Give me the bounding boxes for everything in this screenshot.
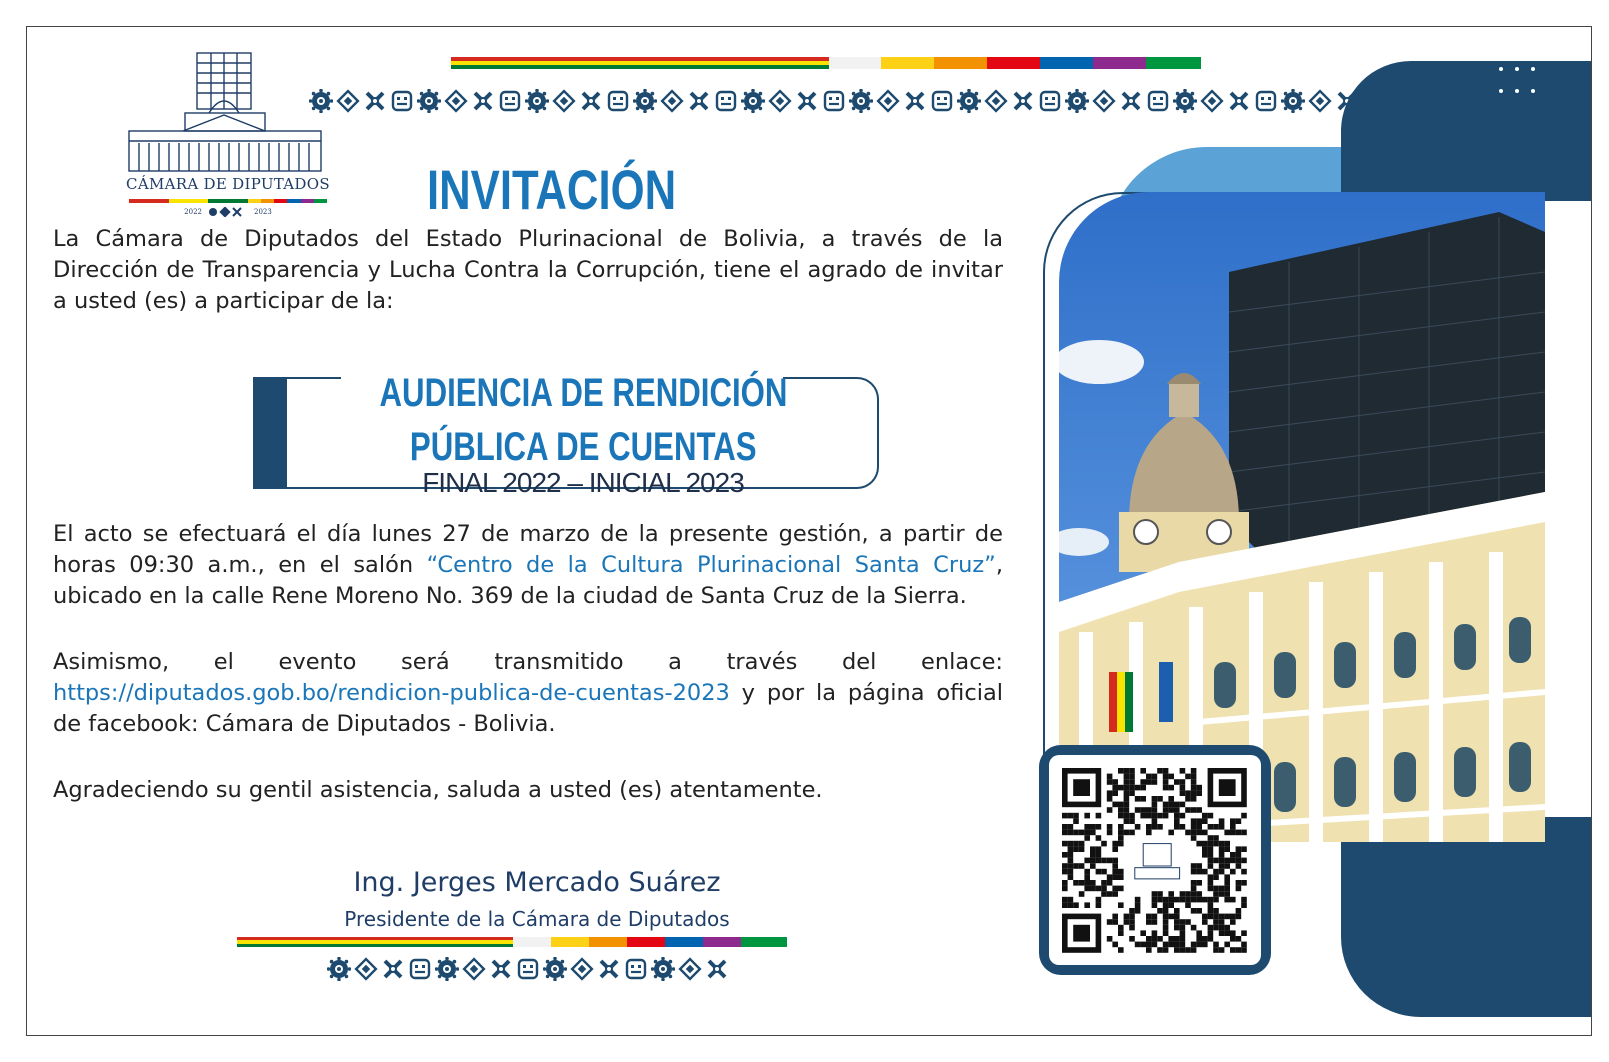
cross-motif-icon	[903, 89, 927, 113]
signatory-role: Presidente de la Cámara de Diputados	[344, 907, 730, 931]
mask-motif-icon	[390, 89, 414, 113]
venue-name: “Centro de la Cultura Plurinacional Santa Cruz”	[426, 552, 996, 578]
stream-text: y por la página oficial de facebook: Cámara de Diputados - Bolivia.	[53, 680, 1003, 737]
mask-motif-icon	[606, 89, 630, 113]
diamond-motif-icon	[1200, 89, 1224, 113]
diamond-motif-icon	[354, 957, 378, 981]
deco-dark-bottom-shape	[1341, 817, 1592, 1017]
signatory-name: Ing. Jerges Mercado Suárez	[353, 867, 721, 898]
gear-motif-icon	[327, 957, 351, 981]
deco-dots	[1495, 65, 1539, 101]
cross-motif-icon	[687, 89, 711, 113]
flag-stripe-bottom	[237, 937, 787, 947]
gear-motif-icon	[849, 89, 873, 113]
diamond-motif-icon	[678, 957, 702, 981]
mask-motif-icon	[498, 89, 522, 113]
invitation-card	[26, 26, 1592, 1036]
diamond-motif-icon	[1308, 89, 1332, 113]
gear-motif-icon	[1281, 89, 1305, 113]
diamond-motif-icon	[1092, 89, 1116, 113]
event-box-accent-bar	[253, 377, 287, 489]
mask-motif-icon	[1254, 89, 1278, 113]
cross-motif-icon	[363, 89, 387, 113]
stream-paragraph	[53, 678, 1003, 740]
logo-pattern-icon	[208, 207, 248, 217]
details-text-1: El acto se efectuará el día lunes 27 de marzo de la presente gestión, a partir de horas 09:30 a.m., en el salón	[53, 521, 1003, 578]
diamond-motif-icon	[462, 957, 486, 981]
mask-motif-icon	[930, 89, 954, 113]
gear-motif-icon	[543, 957, 567, 981]
cross-motif-icon	[1011, 89, 1035, 113]
event-title-line2	[287, 425, 879, 470]
mask-motif-icon	[516, 957, 540, 981]
logo-flag-line	[129, 199, 327, 203]
event-title-line2-text: PÚBLICA DE CUENTAS	[409, 425, 757, 469]
stream-link[interactable]: https://diputados.gob.bo/rendicion-publica-de-cuentas-2023	[53, 680, 730, 706]
cross-motif-icon	[471, 89, 495, 113]
gear-motif-icon	[525, 89, 549, 113]
andean-pattern-bottom	[327, 955, 727, 983]
qr-code-frame	[1039, 745, 1271, 975]
mask-motif-icon	[714, 89, 738, 113]
details-paragraph	[53, 519, 1003, 612]
page-title: INVITACIÓN	[427, 158, 677, 221]
mask-motif-icon	[1038, 89, 1062, 113]
event-title-line1	[287, 371, 879, 416]
mask-motif-icon	[1146, 89, 1170, 113]
diamond-motif-icon	[768, 89, 792, 113]
gear-motif-icon	[417, 89, 441, 113]
logo-name: CÁMARA DE DIPUTADOS	[126, 175, 330, 193]
diamond-motif-icon	[336, 89, 360, 113]
details-text-2: , ubicado en la calle Rene Moreno No. 369 de la ciudad de Santa Cruz de la Sierra.	[53, 552, 1003, 609]
mask-motif-icon	[822, 89, 846, 113]
logo-year-right: 2023	[254, 208, 272, 216]
gear-motif-icon	[1173, 89, 1197, 113]
cross-motif-icon	[795, 89, 819, 113]
camara-logo	[123, 49, 333, 239]
diamond-motif-icon	[444, 89, 468, 113]
closing-paragraph: Agradeciendo su gentil asistencia, saluda a usted (es) atentamente.	[53, 777, 823, 803]
diamond-motif-icon	[660, 89, 684, 113]
diamond-motif-icon	[552, 89, 576, 113]
cross-motif-icon	[381, 957, 405, 981]
gear-motif-icon	[957, 89, 981, 113]
diamond-motif-icon	[984, 89, 1008, 113]
mask-motif-icon	[408, 957, 432, 981]
event-title-line1-text: AUDIENCIA DE RENDICIÓN	[379, 371, 787, 415]
qr-code[interactable]	[1049, 755, 1261, 965]
diamond-motif-icon	[570, 957, 594, 981]
qr-code-icon	[1049, 755, 1261, 965]
logo-years	[123, 207, 333, 217]
intro-paragraph: La Cámara de Diputados del Estado Plurinacional de Bolivia, a través de la Dirección de Transparencia y Lucha Contra la Corrupción, tiene el agrado de invitar a usted (es) a participar de la:	[53, 226, 1003, 314]
event-title-box	[253, 371, 879, 498]
stream-line-1: Asimismo, el evento será transmitido a través del enlace:	[53, 649, 1003, 675]
gear-motif-icon	[633, 89, 657, 113]
logo-year-left: 2022	[184, 208, 202, 216]
gear-motif-icon	[651, 957, 675, 981]
deco-dark-top-shape	[1341, 61, 1592, 201]
congress-building-icon	[123, 49, 333, 179]
cross-motif-icon	[705, 957, 727, 981]
andean-pattern-top	[309, 87, 1369, 115]
cross-motif-icon	[489, 957, 513, 981]
cross-motif-icon	[1227, 89, 1251, 113]
diamond-motif-icon	[876, 89, 900, 113]
gear-motif-icon	[435, 957, 459, 981]
gear-motif-icon	[1065, 89, 1089, 113]
cross-motif-icon	[1119, 89, 1143, 113]
cross-motif-icon	[597, 957, 621, 981]
event-period: FINAL 2022 – INICIAL 2023	[422, 467, 744, 498]
flag-stripe-top	[451, 57, 1201, 69]
mask-motif-icon	[624, 957, 648, 981]
cross-motif-icon	[579, 89, 603, 113]
gear-motif-icon	[741, 89, 765, 113]
